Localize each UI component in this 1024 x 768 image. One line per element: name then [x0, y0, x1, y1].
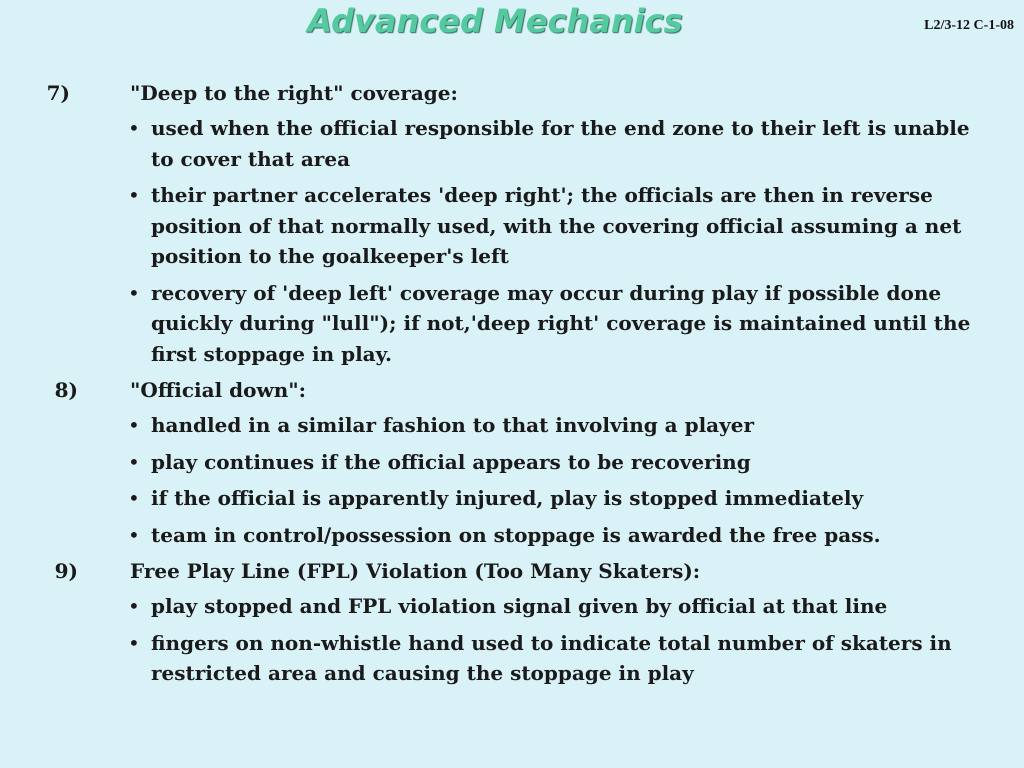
section-8 — [0, 375, 1024, 550]
section-heading: "Official down": — [130, 378, 307, 402]
list-item: • team in control/possession on stoppage is awarded the free pass. — [151, 520, 991, 551]
bullet-icon: • — [128, 449, 140, 474]
list-item: • recovery of 'deep left' coverage may occur during play if possible done quickly during "lull"); if not,'deep right' coverage is maintained until the first stoppage in play. — [151, 278, 991, 370]
bullet-icon: • — [128, 630, 140, 655]
section-number: 9) — [54, 559, 78, 583]
list-item: • their partner accelerates 'deep right'; the officials are then in reverse position of that normally used, with the covering official assuming a net position to the goalkeeper's left — [151, 180, 991, 272]
bullet-list — [0, 113, 1024, 369]
bullet-list — [0, 410, 1024, 550]
section-number: 7) — [46, 81, 70, 105]
list-item: • used when the official responsible for the end zone to their left is unable to cover that area — [151, 113, 991, 174]
slide-content — [0, 78, 1024, 695]
section-9 — [0, 556, 1024, 689]
list-item: • fingers on non-whistle hand used to indicate total number of skaters in restricted area and causing the stoppage in play — [151, 628, 991, 689]
bullet-icon: • — [128, 413, 140, 437]
section-7 — [0, 78, 1024, 369]
section-number: 8) — [54, 378, 78, 402]
bullet-icon: • — [128, 280, 140, 305]
section-heading: "Deep to the right" coverage: — [130, 81, 458, 105]
bullet-icon: • — [128, 594, 140, 618]
bullet-icon: • — [128, 183, 140, 207]
list-item: • play continues if the official appears to be recovering — [151, 447, 991, 478]
list-item: • handled in a similar fashion to that involving a player — [151, 410, 991, 441]
bullet-icon: • — [128, 522, 140, 547]
list-item: • play stopped and FPL violation signal given by official at that line — [151, 591, 991, 622]
list-item: • if the official is apparently injured, play is stopped immediately — [151, 483, 991, 514]
bullet-list — [0, 591, 1024, 689]
section-heading: Free Play Line (FPL) Violation (Too Many Skaters): — [130, 559, 701, 583]
slide-title: Advanced Mechanics — [307, 2, 683, 40]
bullet-icon: • — [128, 116, 140, 140]
bullet-icon: • — [128, 486, 140, 510]
slide-code: L2/3-12 C-1-08 — [924, 18, 1014, 33]
